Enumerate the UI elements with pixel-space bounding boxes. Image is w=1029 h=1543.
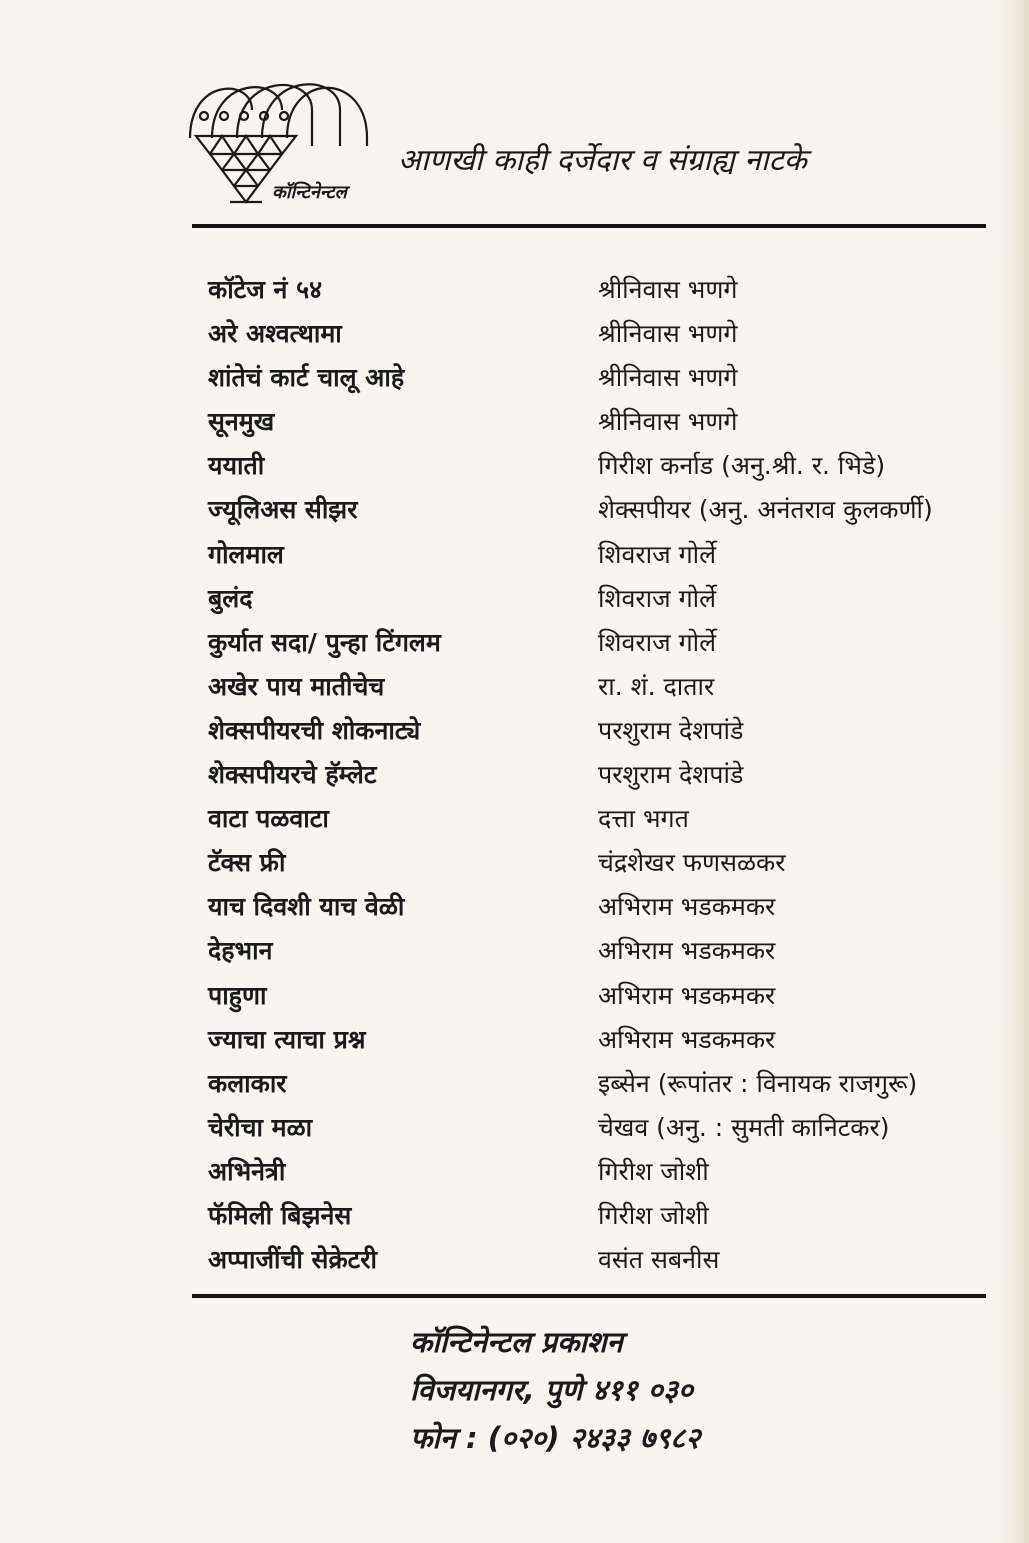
book-author: परशुराम देशपांडे bbox=[598, 760, 744, 790]
book-author: चेखव (अनु. : सुमती कानिटकर) bbox=[598, 1112, 890, 1142]
book-author: परशुराम देशपांडे bbox=[598, 715, 744, 745]
book-title: अखेर पाय मातीचेच bbox=[208, 671, 385, 701]
book-author: गिरीश कर्नाड (अनु.श्री. र. भिडे) bbox=[598, 451, 886, 481]
list-item bbox=[0, 619, 1029, 663]
list-item bbox=[0, 486, 1029, 530]
book-title: सूनमुख bbox=[208, 407, 275, 437]
book-title: बुलंद bbox=[208, 583, 253, 613]
book-author: गिरीश जोशी bbox=[598, 1156, 709, 1186]
book-title: टॅक्स फ्री bbox=[208, 848, 286, 878]
list-item bbox=[0, 927, 1029, 971]
book-author: अभिराम भडकमकर bbox=[598, 892, 776, 922]
book-title: फॅमिली बिझनेस bbox=[208, 1200, 352, 1230]
book-title: देहभान bbox=[208, 936, 273, 966]
book-title: कॉटेज नं ५४ bbox=[208, 275, 323, 304]
book-author: अभिराम भडकमकर bbox=[598, 1024, 776, 1054]
top-divider bbox=[192, 224, 986, 228]
book-title: गोलमाल bbox=[208, 539, 284, 569]
book-author: इब्सेन (रूपांतर : विनायक राजगुरू) bbox=[598, 1068, 918, 1098]
book-author: श्रीनिवास भणगे bbox=[598, 407, 738, 437]
book-title: अप्पाजींची सेक्रेटरी bbox=[208, 1245, 377, 1275]
book-title: शेक्सपीयरचे हॅम्लेट bbox=[208, 760, 377, 790]
list-item bbox=[0, 1192, 1029, 1236]
book-author: अभिराम भडकमकर bbox=[598, 980, 776, 1010]
list-item bbox=[0, 972, 1029, 1016]
book-title: कलाकार bbox=[208, 1068, 287, 1098]
list-item bbox=[0, 1016, 1029, 1060]
book-author: रा. शं. दातार bbox=[598, 671, 715, 701]
book-author: श्रीनिवास भणगे bbox=[598, 363, 738, 393]
list-item bbox=[0, 442, 1029, 486]
publisher-address: विजयानगर, पुणे ४११ ०३० bbox=[410, 1373, 693, 1407]
book-title: याच दिवशी याच वेळी bbox=[208, 892, 405, 922]
publisher-phone: फोन : (०२०) २४३३ ७९८२ bbox=[410, 1421, 701, 1455]
publisher-name: कॉन्टिनेन्टल प्रकाशन bbox=[410, 1325, 623, 1359]
list-item bbox=[0, 883, 1029, 927]
book-title: ज्याचा त्याचा प्रश्न bbox=[208, 1024, 366, 1054]
book-title: शेक्सपीयरची शोकनाट्ये bbox=[208, 715, 421, 745]
book-title: कुर्यात सदा/ पुन्हा टिंगलम bbox=[208, 627, 441, 657]
book-author: श्रीनिवास भणगे bbox=[598, 275, 738, 304]
list-item bbox=[0, 1148, 1029, 1192]
book-author: चंद्रशेखर फणसळकर bbox=[598, 848, 786, 878]
list-item bbox=[0, 575, 1029, 619]
list-item bbox=[0, 1104, 1029, 1148]
book-title: ज्यूलिअस सीझर bbox=[208, 495, 358, 525]
book-author: शिवराज गोर्ले bbox=[598, 627, 717, 657]
list-item bbox=[0, 310, 1029, 354]
book-author: वसंत सबनीस bbox=[598, 1245, 720, 1275]
logo-wordmark: कॉन्टिनेन्टल bbox=[272, 182, 347, 203]
book-author: शेक्सपीयर (अनु. अनंतराव कुलकर्णी) bbox=[598, 495, 933, 525]
book-title: ययाती bbox=[208, 451, 265, 481]
book-author: शिवराज गोर्ले bbox=[598, 583, 717, 613]
bottom-divider bbox=[192, 1294, 986, 1298]
book-title: पाहुणा bbox=[208, 980, 267, 1010]
book-author: श्रीनिवास भणगे bbox=[598, 319, 738, 349]
publisher-footer bbox=[410, 1318, 700, 1462]
book-title: अरे अश्वत्थामा bbox=[208, 319, 342, 349]
list-item bbox=[0, 354, 1029, 398]
book-title: अभिनेत्री bbox=[208, 1156, 286, 1186]
book-author: गिरीश जोशी bbox=[598, 1200, 709, 1230]
book-title: शांतेचं कार्ट चालू आहे bbox=[208, 363, 405, 393]
list-item bbox=[0, 531, 1029, 575]
book-author: शिवराज गोर्ले bbox=[598, 539, 717, 569]
list-item bbox=[0, 1060, 1029, 1104]
book-author: दत्ता भगत bbox=[598, 804, 689, 834]
page-title: आणखी काही दर्जेदार व संग्राह्य नाटके bbox=[398, 143, 807, 178]
list-item bbox=[0, 707, 1029, 751]
book-title: चेरीचा मळा bbox=[208, 1112, 313, 1142]
list-item bbox=[0, 795, 1029, 839]
list-item bbox=[0, 398, 1029, 442]
book-author: अभिराम भडकमकर bbox=[598, 936, 776, 966]
list-item bbox=[0, 751, 1029, 795]
book-title: वाटा पळवाटा bbox=[208, 804, 329, 834]
list-item bbox=[0, 663, 1029, 707]
list-item bbox=[0, 839, 1029, 883]
list-item bbox=[0, 1236, 1029, 1280]
list-item bbox=[0, 266, 1029, 310]
book-list bbox=[0, 266, 1029, 1280]
